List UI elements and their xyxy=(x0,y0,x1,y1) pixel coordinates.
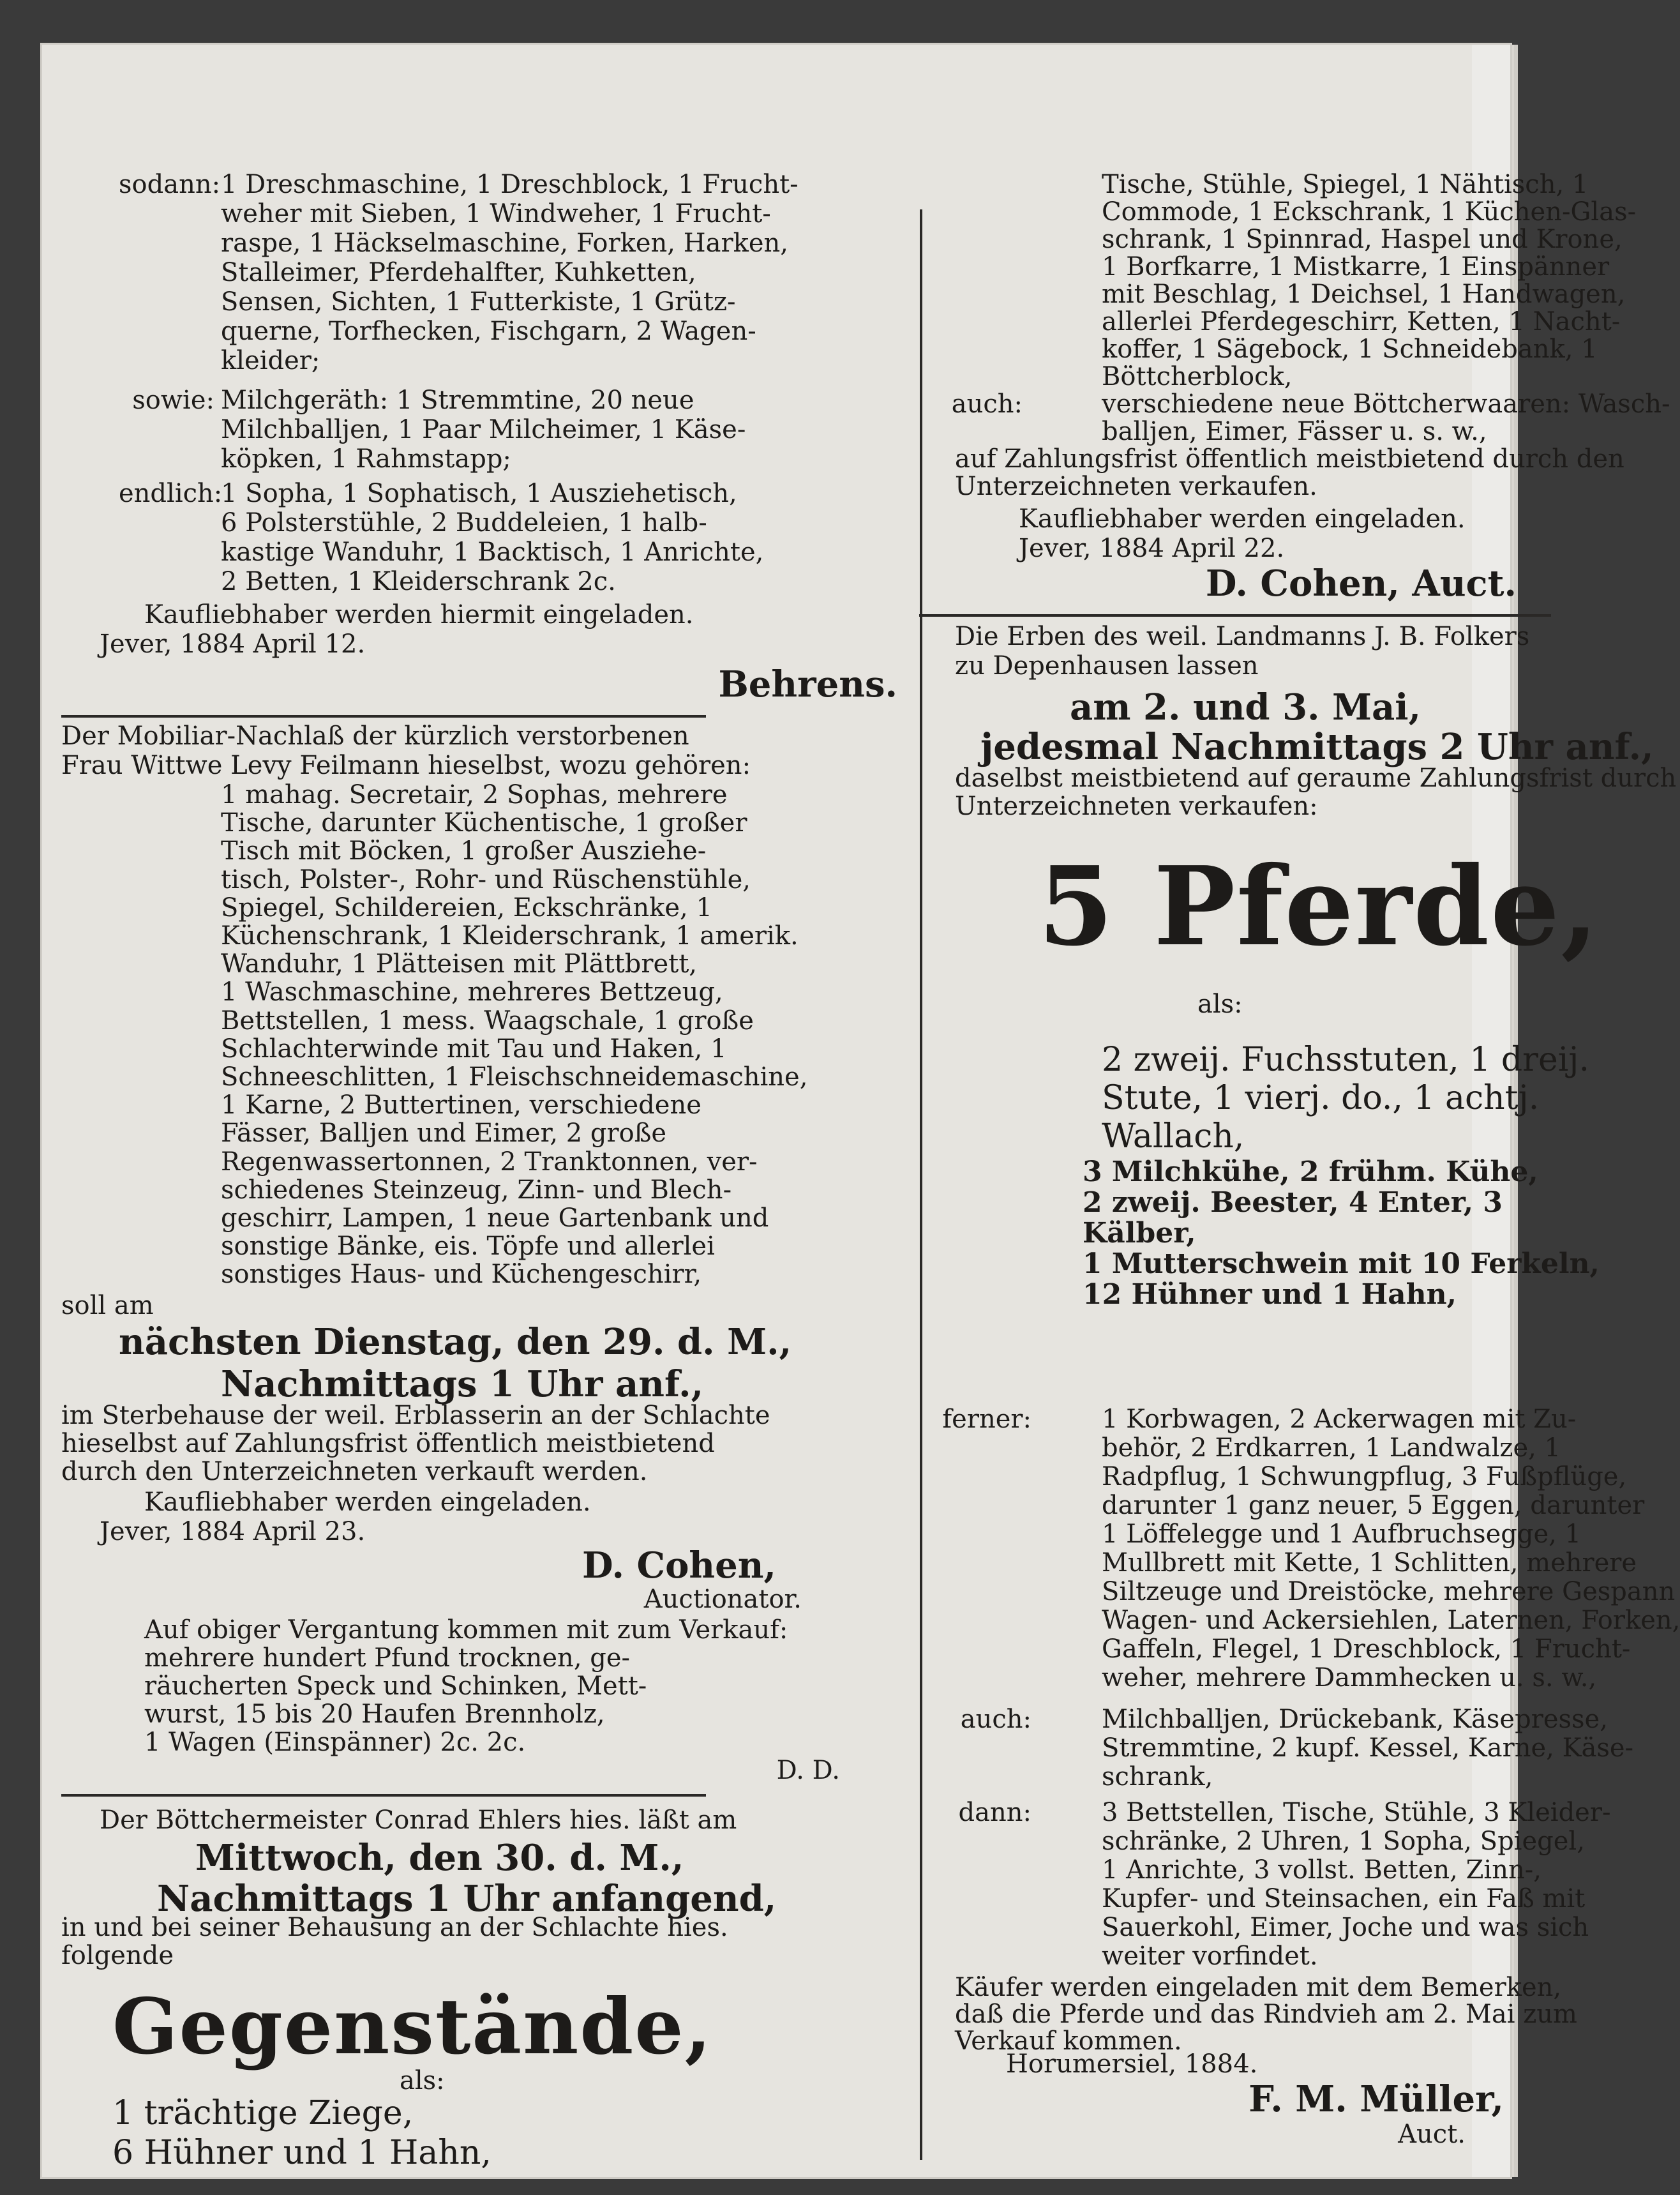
ad4body-line: daselbst meistbietend auf geraume Zahlungsfrist durch xyxy=(955,764,1677,793)
ad2items-line: Tisch mit Böcken, 1 großer Ausziehe- xyxy=(221,836,707,866)
soll-am: soll am xyxy=(61,1291,154,1320)
date-2: Jever, 1884 April 23. xyxy=(100,1517,366,1546)
rule-1 xyxy=(61,715,706,718)
sodann-line: weher mit Sieben, 1 Windweher, 1 Frucht- xyxy=(221,199,771,229)
ad2extra-line: räucherten Speck und Schinken, Mett- xyxy=(144,1671,647,1701)
rtop-line: Tische, Stühle, Spiegel, 1 Nähtisch, 1 xyxy=(1102,170,1589,199)
rferner-line: 1 Korbwagen, 2 Ackerwagen mit Zu- xyxy=(1102,1405,1577,1434)
ad2items-line: sonstige Bänke, eis. Töpfe und allerlei xyxy=(221,1232,715,1262)
ad2-headline-2: Nachmittags 1 Uhr anf., xyxy=(221,1363,704,1405)
ad2extra-line: Auf obiger Vergantung kommen mit zum Verkauf: xyxy=(144,1615,788,1645)
endlich-line: 6 Polsterstühle, 2 Buddeleien, 1 halb- xyxy=(221,508,707,538)
ad2body-line: durch den Unterzeichneten verkauft werden. xyxy=(61,1457,648,1486)
ad3-intro: Der Böttchermeister Conrad Ehlers hies. läßt am xyxy=(100,1806,737,1835)
sodann-label: sodann: xyxy=(119,170,221,199)
ad2items-line: geschirr, Lampen, 1 neue Gartenbank und xyxy=(221,1203,769,1233)
rferner-line: behör, 2 Erdkarren, 1 Landwalze, 1 xyxy=(1102,1433,1561,1463)
ad2items-line: Fässer, Balljen und Eimer, 2 große xyxy=(221,1119,667,1149)
ad2items-line: Wanduhr, 1 Plätteisen mit Plättbrett, xyxy=(221,949,698,979)
rauch-line: balljen, Eimer, Fässer u. s. w., xyxy=(1102,417,1487,446)
date-4: Horumersiel, 1884. xyxy=(1006,2049,1258,2079)
ad4list2-line: 12 Hühner und 1 Hahn, xyxy=(1083,1278,1457,1311)
ad4intro-line: zu Depenhausen lassen xyxy=(955,651,1259,681)
ad2items-line: sonstiges Haus- und Küchengeschirr, xyxy=(221,1260,702,1290)
rdann-line: Sauerkohl, Eimer, Joche und was sich xyxy=(1102,1913,1589,1942)
auch2-label: auch: xyxy=(960,1705,1031,1734)
rdann-line: weiter vorfindet. xyxy=(1102,1942,1318,1971)
rferner-line: 1 Löffelegge und 1 Aufbruchsegge, 1 xyxy=(1102,1520,1582,1549)
rdann-line: Kupfer- und Steinsachen, ein Faß mit xyxy=(1102,1884,1586,1913)
ad4-als: als: xyxy=(1197,990,1243,1019)
rauch2-line: Milchballjen, Drückebank, Käsepresse, xyxy=(1102,1705,1608,1734)
auch-label: auch: xyxy=(951,389,1023,419)
sowie-line: köpken, 1 Rahmstapp; xyxy=(221,444,511,474)
sodann-line: 1 Dreschmaschine, 1 Dreschblock, 1 Frucht- xyxy=(221,170,799,199)
rferner-line: Gaffeln, Flegel, 1 Dreschblock, 1 Frucht- xyxy=(1102,1634,1631,1664)
rtop-line: allerlei Pferdegeschirr, Ketten, 1 Nacht- xyxy=(1102,307,1621,336)
signature-cohen-title: Auctionator. xyxy=(643,1585,802,1614)
ad2items-line: schiedenes Steinzeug, Zinn- und Blech- xyxy=(221,1175,732,1205)
sowie-line: Milchgeräth: 1 Stremmtine, 20 neue xyxy=(221,386,694,415)
signature-dd: D. D. xyxy=(776,1756,840,1785)
rule-3 xyxy=(919,614,1551,617)
ad2items-line: Bettstellen, 1 mess. Waagschale, 1 große xyxy=(221,1006,754,1036)
sodann-line: Sensen, Sichten, 1 Futterkiste, 1 Grütz- xyxy=(221,287,736,317)
signature-behrens: Behrens. xyxy=(718,663,897,705)
rtopbody-line: Unterzeichneten verkaufen. xyxy=(955,472,1317,501)
ad3body-line: in und bei seiner Behausung an der Schlachte hies. xyxy=(61,1913,728,1942)
signature-mueller-title: Auct. xyxy=(1398,2120,1466,2149)
sodann-line: raspe, 1 Häckselmaschine, Forken, Harken, xyxy=(221,229,788,258)
rdann-line: 3 Bettstellen, Tische, Stühle, 3 Kleider- xyxy=(1102,1798,1611,1827)
sowie-label: sowie: xyxy=(132,386,214,415)
ad4footer-line: Verkauf kommen. xyxy=(955,2026,1182,2056)
ad4list2-line: 2 zweij. Beester, 4 Enter, 3 xyxy=(1083,1186,1503,1219)
ad2items-line: tisch, Polster-, Rohr- und Rüschenstühle, xyxy=(221,864,751,894)
ad4footer-line: daß die Pferde und das Rindvieh am 2. Mai zum xyxy=(955,2000,1577,2029)
rtop-line: mit Beschlag, 1 Deichsel, 1 Handwagen, xyxy=(1102,280,1626,309)
invite-2: Kaufliebhaber werden eingeladen. xyxy=(144,1488,591,1517)
ad4footer-line: Käufer werden eingeladen mit dem Bemerken, xyxy=(955,1973,1562,2002)
ad4list1-line: 2 zweij. Fuchsstuten, 1 dreij. xyxy=(1102,1041,1590,1079)
endlich-line: kastige Wanduhr, 1 Backtisch, 1 Anrichte, xyxy=(221,538,764,567)
rferner-line: Siltzeuge und Dreistöcke, mehrere Gespann xyxy=(1102,1577,1676,1606)
sodann-line: querne, Torfhecken, Fischgarn, 2 Wagen- xyxy=(221,317,756,346)
ad2intro-line: Frau Wittwe Levy Feilmann hieselbst, wozu gehören: xyxy=(61,751,751,780)
ad2items-line: Tische, darunter Küchentische, 1 großer xyxy=(221,808,747,838)
signature-cohen: D. Cohen, xyxy=(581,1544,776,1587)
ad2extra-line: wurst, 15 bis 20 Haufen Brennholz, xyxy=(144,1700,605,1729)
newspaper-page xyxy=(42,45,1680,2177)
ferner-label: ferner: xyxy=(942,1405,1031,1434)
ad4list2-line: 1 Mutterschwein mit 10 Ferkeln, xyxy=(1083,1248,1600,1280)
rtop-line: koffer, 1 Sägebock, 1 Schneidebank, 1 xyxy=(1102,335,1598,364)
ad3-als: als: xyxy=(400,2066,445,2095)
ad2extra-line: mehrere hundert Pfund trocknen, ge- xyxy=(144,1643,631,1673)
ad2items-line: Schlachterwinde mit Tau und Haken, 1 xyxy=(221,1034,727,1064)
ad4list1-line: Stute, 1 vierj. do., 1 achtj. xyxy=(1102,1079,1540,1117)
column-divider xyxy=(920,209,922,2160)
rferner-line: weher, mehrere Dammhecken u. s. w., xyxy=(1102,1663,1597,1693)
ad2items-line: Spiegel, Schildereien, Eckschränke, 1 xyxy=(221,893,712,923)
ad2extra-line: 1 Wagen (Einspänner) 2c. 2c. xyxy=(144,1728,526,1757)
ad2items-line: 1 Karne, 2 Buttertinen, verschiedene xyxy=(221,1090,701,1120)
ad2items-line: 1 Waschmaschine, mehreres Bettzeug, xyxy=(221,977,723,1007)
rtopbody-line: auf Zahlungsfrist öffentlich meistbietend durch den xyxy=(955,444,1624,474)
ad2body-line: im Sterbehause der weil. Erblasserin an der Schlachte xyxy=(61,1401,770,1430)
ad2body-line: hieselbst auf Zahlungsfrist öffentlich meistbietend xyxy=(61,1429,715,1458)
date-3: Jever, 1884 April 22. xyxy=(1019,534,1285,563)
ad4-headline-2: jedesmal Nachmittags 2 Uhr anf., xyxy=(980,726,1654,768)
signature-mueller: F. M. Müller, xyxy=(1249,2078,1504,2120)
rferner-line: Mullbrett mit Kette, 1 Schlitten, mehrere xyxy=(1102,1548,1637,1578)
ad3items-line: 6 Hühner und 1 Hahn, xyxy=(112,2134,491,2172)
ad2intro-line: Der Mobiliar-Nachlaß der kürzlich verstorbenen xyxy=(61,721,689,751)
rferner-line: Wagen- und Ackersiehlen, Laternen, Forken, xyxy=(1102,1606,1680,1635)
rtop-line: 1 Borfkarre, 1 Mistkarre, 1 Einspänner xyxy=(1102,252,1610,282)
rauch2-line: schrank, xyxy=(1102,1762,1213,1791)
ad2items-line: 1 mahag. Secretair, 2 Sophas, mehrere xyxy=(221,780,728,810)
ad3-title: Gegenstände, xyxy=(112,1982,713,2072)
ad4-title: 5 Pferde, xyxy=(1038,843,1600,970)
rdann-line: 1 Anrichte, 3 vollst. Betten, Zinn-, xyxy=(1102,1855,1541,1885)
rauch2-line: Stremmtine, 2 kupf. Kessel, Karne, Käse- xyxy=(1102,1733,1634,1763)
sowie-line: Milchballjen, 1 Paar Milcheimer, 1 Käse- xyxy=(221,415,746,444)
rauch-line: verschiedene neue Böttcherwaaren: Wasch- xyxy=(1102,389,1670,419)
rferner-line: Radpflug, 1 Schwungpflug, 3 Fußpflüge, xyxy=(1102,1462,1627,1491)
date-1: Jever, 1884 April 12. xyxy=(100,630,366,659)
endlich-line: 1 Sopha, 1 Sophatisch, 1 Ausziehetisch, xyxy=(221,479,737,508)
endlich-label: endlich: xyxy=(119,479,223,508)
ad2items-line: Schneeschlitten, 1 Fleischschneidemaschine, xyxy=(221,1062,808,1092)
rtop-line: schrank, 1 Spinnrad, Haspel und Krone, xyxy=(1102,225,1623,254)
ad3body-line: folgende xyxy=(61,1941,174,1970)
endlich-line: 2 Betten, 1 Kleiderschrank 2c. xyxy=(221,567,616,596)
signature-cohen-auct: D. Cohen, Auct. xyxy=(1205,562,1517,605)
rtop-line: Commode, 1 Eckschrank, 1 Küchen-Glas- xyxy=(1102,197,1637,227)
ad4list1-line: Wallach, xyxy=(1102,1117,1245,1156)
ad3items-line: 1 trächtige Ziege, xyxy=(112,2094,414,2132)
sodann-line: kleider; xyxy=(221,346,320,375)
ad2-headline-1: nächsten Dienstag, den 29. d. M., xyxy=(119,1321,792,1363)
ad4intro-line: Die Erben des weil. Landmanns J. B. Folkers xyxy=(955,622,1530,651)
ad3-headline-1: Mittwoch, den 30. d. M., xyxy=(195,1837,684,1879)
ad4list2-line: 3 Milchkühe, 2 frühm. Kühe, xyxy=(1083,1156,1538,1188)
ad2items-line: Küchenschrank, 1 Kleiderschrank, 1 amerik. xyxy=(221,921,799,951)
ad3-headline-2: Nachmittags 1 Uhr anfangend, xyxy=(157,1878,777,1920)
ad4list2-line: Kälber, xyxy=(1083,1217,1196,1249)
invite-1: Kaufliebhaber werden hiermit eingeladen. xyxy=(144,600,694,630)
rtop-line: Böttcherblock, xyxy=(1102,362,1293,391)
sodann-line: Stalleimer, Pferdehalfter, Kuhketten, xyxy=(221,258,696,287)
rule-2 xyxy=(61,1794,706,1797)
ad4-headline-1: am 2. und 3. Mai, xyxy=(1070,686,1421,728)
ad4body-line: Unterzeichneten verkaufen: xyxy=(955,792,1318,821)
rferner-line: darunter 1 ganz neuer, 5 Eggen, darunter xyxy=(1102,1491,1645,1520)
invite-3: Kaufliebhaber werden eingeladen. xyxy=(1019,504,1466,534)
dann-label: dann: xyxy=(958,1798,1031,1827)
rdann-line: schränke, 2 Uhren, 1 Sopha, Spiegel, xyxy=(1102,1827,1585,1856)
ad2items-line: Regenwassertonnen, 2 Tranktonnen, ver- xyxy=(221,1147,758,1177)
